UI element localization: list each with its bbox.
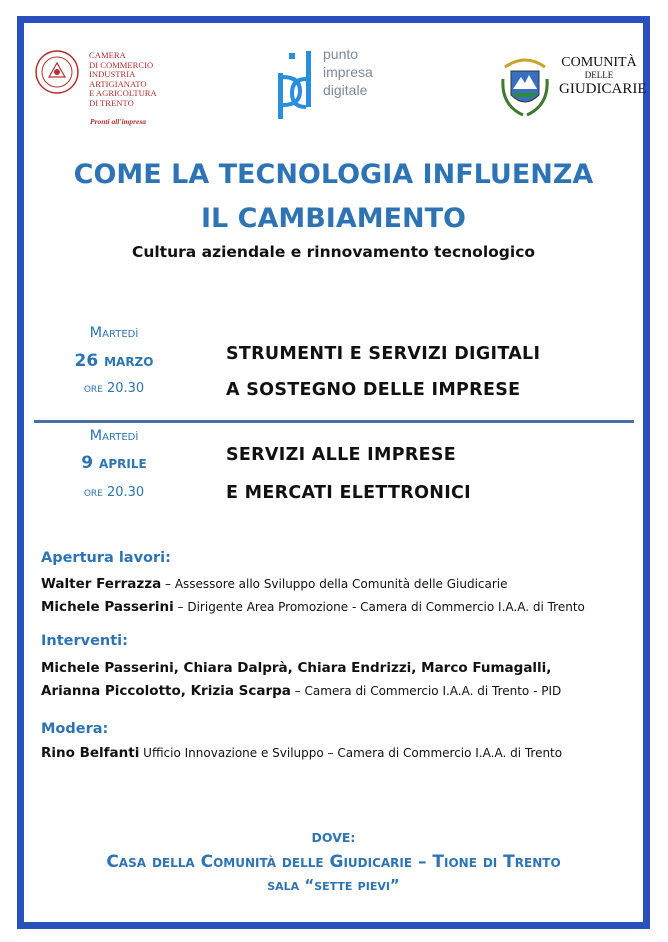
ccia-motto: Pronti all'impresa xyxy=(90,117,147,126)
pid-logo xyxy=(276,43,396,123)
moderator-role: Ufficio Innovazione e Sviluppo – Camera di Commercio I.A.A. di Trento xyxy=(139,746,563,760)
session-divider xyxy=(34,420,634,423)
pid-wordmark xyxy=(323,45,373,99)
moderator-line xyxy=(41,745,562,761)
opening-speaker-1-name: Walter Ferrazza xyxy=(41,576,162,592)
poster-frame xyxy=(17,16,650,929)
pid-word-3: digitale xyxy=(323,82,368,98)
session-2-date: 9 aprile xyxy=(81,453,147,473)
session-2-topic-line-1: SERVIZI ALLE IMPRESE xyxy=(226,445,457,465)
comunita-logo xyxy=(499,49,647,129)
opening-speaker-2-role: – Dirigente Area Promozione - Camera di Commercio I.A.A. di Trento xyxy=(173,600,585,614)
comunita-word-1: COMUNITÀ xyxy=(561,55,637,70)
subtitle: Cultura aziendale e rinnovamento tecnologico xyxy=(131,243,536,261)
ccia-name: CAMERA DI COMMERCIO INDUSTRIA ARTIGIANATO E AGRICOLTURA DI TRENTO xyxy=(89,50,157,108)
pid-word-2: impresa xyxy=(323,64,373,80)
speakers-names-1: Michele Passerini, Chiara Dalprà, Chiara Endrizzi, Marco Fumagalli, xyxy=(41,660,552,676)
venue-place: Casa della Comunità delle Giudicarie – Tione di Trento xyxy=(106,852,561,872)
speakers-heading: Interventi: xyxy=(41,633,128,649)
speakers-line-2 xyxy=(41,683,561,699)
session-1-day: Martedì xyxy=(89,325,139,341)
venue-label: DOVE: xyxy=(311,830,356,845)
moderator-heading: Modera: xyxy=(41,721,109,737)
session-2-time: ore 20.30 xyxy=(83,485,145,500)
speakers-role: – Camera di Commercio I.A.A. di Trento - PID xyxy=(290,684,562,698)
comunita-wordmark xyxy=(559,55,647,97)
speakers-line-1 xyxy=(41,660,551,676)
comunita-shield-icon xyxy=(499,49,551,121)
moderator-name: Rino Belfanti xyxy=(41,745,140,761)
comunita-word-2: DELLE xyxy=(584,70,614,80)
comunita-word-3: GIUDICARIE xyxy=(559,81,647,97)
opening-speaker-1 xyxy=(41,576,508,592)
ccia-seal-icon xyxy=(34,49,80,95)
opening-speaker-1-role: – Assessore allo Sviluppo della Comunità delle Giudicarie xyxy=(161,577,508,591)
session-1-topic-line-2: A SOSTEGNO DELLE IMPRESE xyxy=(226,380,521,400)
title-line-1: COME LA TECNOLOGIA INFLUENZA xyxy=(73,159,594,190)
ccia-logo xyxy=(34,49,184,129)
pid-word-1: punto xyxy=(323,46,359,62)
opening-speaker-2-name: Michele Passerini xyxy=(41,599,174,615)
session-2-topic-line-2: E MERCATI ELETTRONICI xyxy=(226,483,471,503)
speakers-names-2: Arianna Piccolotto, Krizia Scarpa xyxy=(41,683,291,699)
pid-mark-icon xyxy=(276,43,316,123)
session-1-topic-line-1: STRUMENTI E SERVIZI DIGITALI xyxy=(226,344,541,364)
session-1-date: 26 marzo xyxy=(74,351,154,371)
title-line-2: IL CAMBIAMENTO xyxy=(200,203,467,234)
session-2-day: Martedì xyxy=(89,428,139,444)
venue-room: sala “sette pievi” xyxy=(267,876,400,894)
opening-speaker-2 xyxy=(41,599,585,615)
session-1-time: ore 20.30 xyxy=(83,381,145,396)
opening-heading: Apertura lavori: xyxy=(41,550,171,566)
